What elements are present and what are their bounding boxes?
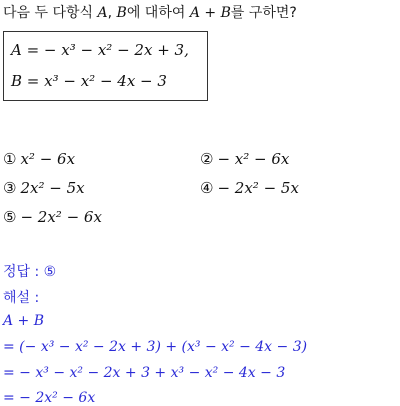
choice-5[interactable] [3,208,102,226]
choice-number: ③ [3,179,17,197]
choice-number: ④ [200,179,214,197]
choice-expression: − 2x² − 5x [217,179,299,197]
polynomial-b: B = x³ − x² − 4x − 3 [11,72,167,90]
choice-number: ⑤ [3,208,17,226]
question-prefix: 다음 두 다항식 [3,5,98,21]
explanation-label: 해설 : [3,290,40,306]
polynomial-a: A = − x³ − x² − 2x + 3, [11,41,189,59]
question-text [3,2,297,22]
explanation-step-3: = − x³ − x² − 2x + 3 + x³ − x² − 4x − 3 [3,365,286,381]
variable-b: B [116,5,127,21]
question-middle: 에 대하여 [126,5,190,21]
choice-expression: x² − 6x [20,150,76,168]
choice-2[interactable] [200,150,289,168]
choice-expression: − x² − 6x [217,150,290,168]
explanation-step-1: A + B [3,313,45,329]
explanation-step-2: = (− x³ − x² − 2x + 3) + (x³ − x² − 4x − 3) [3,339,308,355]
question-separator: , [107,5,117,21]
choice-1[interactable] [3,150,75,168]
variable-a: A [97,5,108,21]
explanation-step-4: = − 2x² − 6x [3,390,96,406]
choice-3[interactable] [3,179,85,197]
choice-number: ② [200,150,214,168]
given-polynomials-box [3,31,208,101]
choice-expression: − 2x² − 6x [20,208,102,226]
question-expression: A + B [189,5,231,21]
choice-expression: 2x² − 5x [20,179,85,197]
choice-number: ① [3,150,17,168]
question-suffix: 를 구하면? [230,5,297,21]
choice-4[interactable] [200,179,299,197]
answer-label: 정답 : ⑤ [3,264,57,280]
